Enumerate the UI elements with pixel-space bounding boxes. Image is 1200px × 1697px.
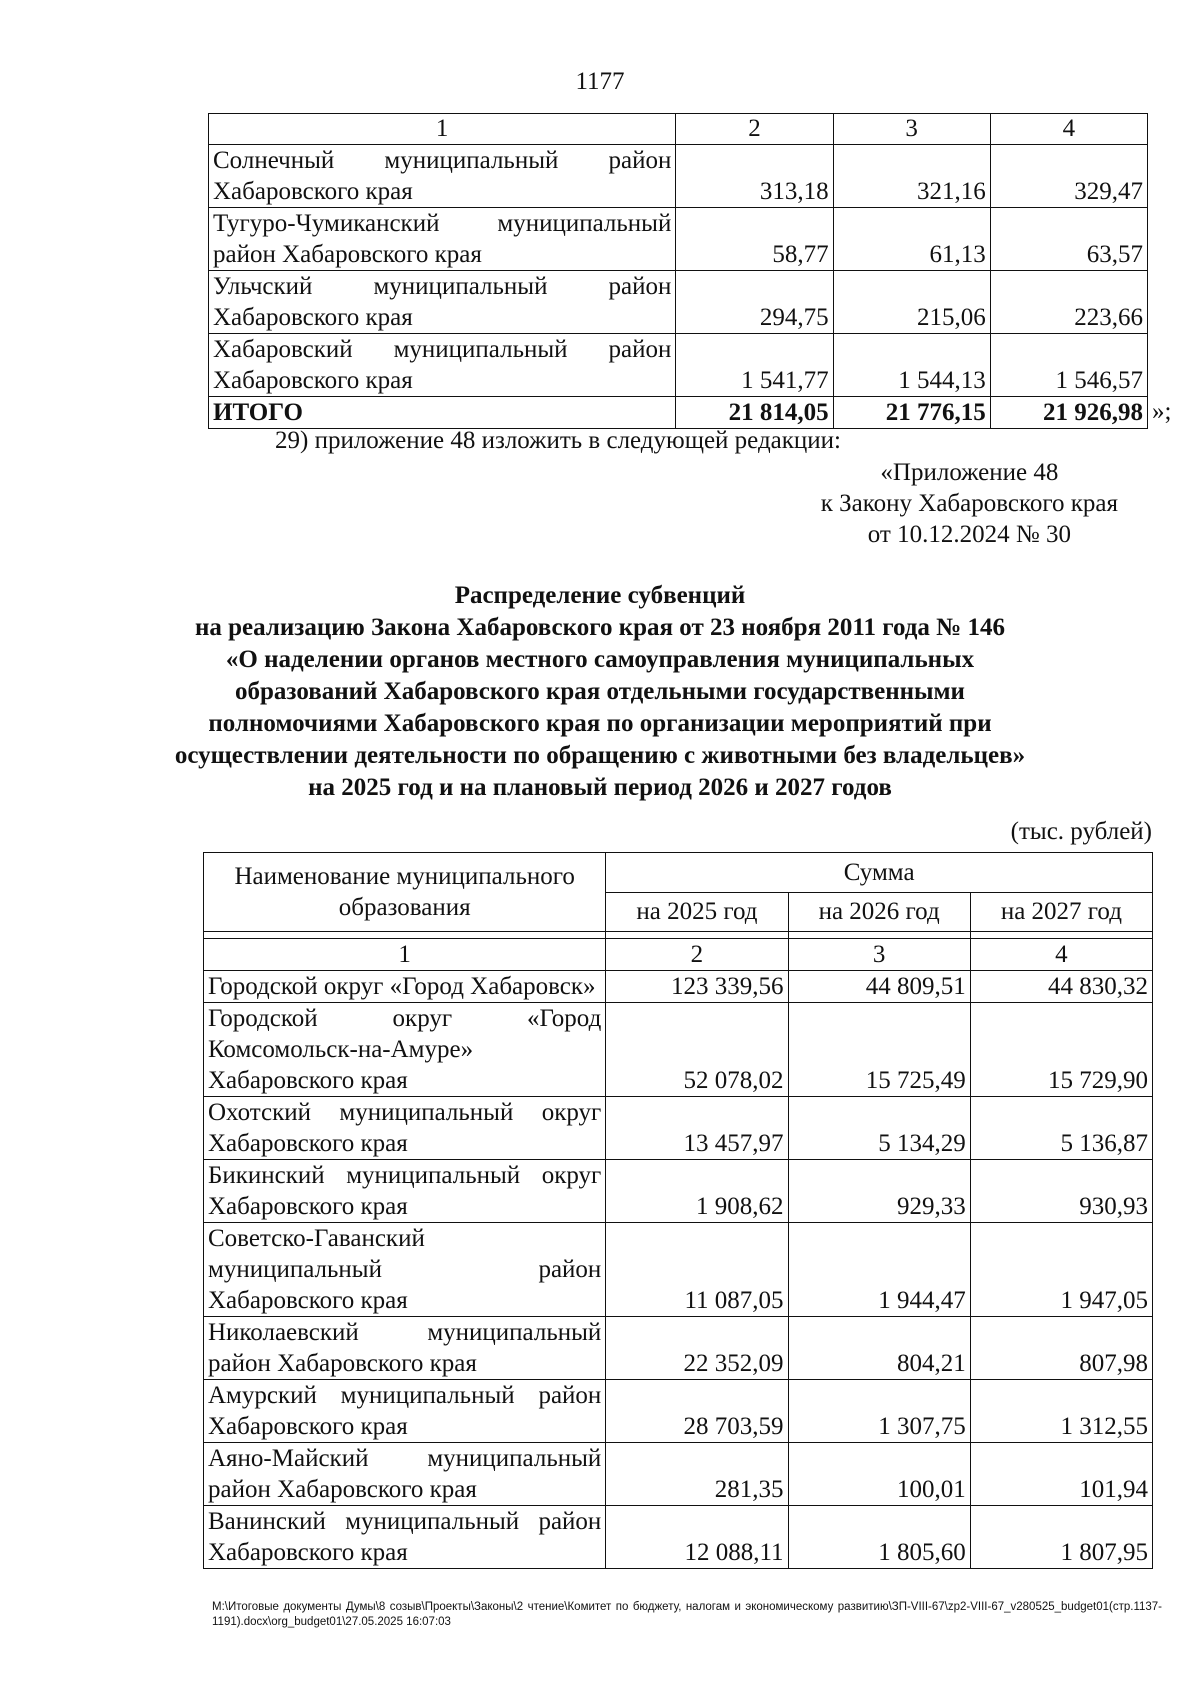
- title-line: на реализацию Закона Хабаровского края от 23 ноября 2011 года № 146: [194, 614, 1006, 641]
- units-label: (тыс. рублей): [1010, 818, 1152, 845]
- amount-2025: 123 339,56: [606, 971, 788, 1003]
- table-row: [204, 971, 1153, 1003]
- total-label: ИТОГО: [209, 397, 676, 429]
- table-row: [204, 1003, 1153, 1097]
- table-row: [209, 208, 1148, 271]
- top-table-header-row: [209, 114, 1148, 145]
- header-sum: Сумма: [606, 853, 1153, 893]
- municipality-name: Ульчский муниципальный район Хабаровского края: [209, 271, 676, 334]
- col-number-4: 4: [990, 114, 1147, 145]
- header-year-2025: на 2025 год: [606, 892, 788, 932]
- municipality-name: Аяно-Майский муниципальный район Хабаровского края: [204, 1443, 606, 1506]
- title-line: «О наделении органов местного самоуправления муниципальных: [225, 646, 975, 673]
- appendix-reference: [821, 457, 1118, 550]
- amount-2027: 63,57: [990, 208, 1147, 271]
- total-2026: 21 776,15: [833, 397, 990, 429]
- municipality-name: Тугуро-Чумиканский муниципальный район Хабаровского края: [209, 208, 676, 271]
- title-line: осуществлении деятельности по обращению с животными без владельцев»: [174, 742, 1026, 769]
- amount-2025: 1 541,77: [676, 334, 833, 397]
- amount-2027: 15 729,90: [970, 1003, 1152, 1097]
- table-row: [204, 1223, 1153, 1317]
- amount-2025: 1 908,62: [606, 1160, 788, 1223]
- table-row: [204, 1443, 1153, 1506]
- table-row: [204, 1160, 1153, 1223]
- municipality-name: Охотский муниципальный округ Хабаровского края: [204, 1097, 606, 1160]
- table-row: [204, 1317, 1153, 1380]
- amount-2025: 58,77: [676, 208, 833, 271]
- table-row: [204, 1097, 1153, 1160]
- header-gap: [204, 932, 1153, 939]
- col-number-2: 2: [676, 114, 833, 145]
- amount-2027: 1 546,57: [990, 334, 1147, 397]
- amendment-instruction: 29) приложение 48 изложить в следующей редакции:: [275, 427, 841, 454]
- table-row: [209, 271, 1148, 334]
- amount-2025: 28 703,59: [606, 1380, 788, 1443]
- municipality-name: Хабаровский муниципальный район Хабаровского края: [209, 334, 676, 397]
- amount-2025: 313,18: [676, 145, 833, 208]
- table-row: [209, 334, 1148, 397]
- closing-quote: »;: [1152, 398, 1172, 425]
- title-line: полномочиями Хабаровского края по организации мероприятий при: [208, 710, 992, 737]
- col-number-1: 1: [209, 114, 676, 145]
- amount-2027: 101,94: [970, 1443, 1152, 1506]
- total-row: [209, 397, 1148, 429]
- amount-2027: 44 830,32: [970, 971, 1152, 1003]
- amount-2027: 1 947,05: [970, 1223, 1152, 1317]
- amount-2026: 100,01: [788, 1443, 970, 1506]
- appendix-line: к Закону Хабаровского края: [820, 490, 1118, 517]
- subvention-table: [203, 852, 1153, 1569]
- title-line: образований Хабаровского края отдельными государственными: [235, 678, 965, 705]
- appendix-line: «Приложение 48: [880, 459, 1059, 486]
- municipality-name: Бикинский муниципальный округ Хабаровского края: [204, 1160, 606, 1223]
- municipality-name: Городской округ «Город Хабаровск»: [204, 971, 606, 1003]
- amount-2027: 930,93: [970, 1160, 1152, 1223]
- title-line: Распределение субвенций: [454, 582, 746, 609]
- table-row: [204, 1506, 1153, 1569]
- amount-2026: 321,16: [833, 145, 990, 208]
- page-number: 1177: [575, 68, 625, 95]
- municipality-name: Николаевский муниципальный район Хабаровского края: [204, 1317, 606, 1380]
- municipality-name: Амурский муниципальный район Хабаровского края: [204, 1380, 606, 1443]
- appendix-line: от 10.12.2024 № 30: [867, 521, 1071, 548]
- amount-2026: 929,33: [788, 1160, 970, 1223]
- document-title: [100, 580, 1100, 804]
- amount-2025: 294,75: [676, 271, 833, 334]
- amount-2025: 13 457,97: [606, 1097, 788, 1160]
- amount-2027: 5 136,87: [970, 1097, 1152, 1160]
- amount-2025: 12 088,11: [606, 1506, 788, 1569]
- col-number-2: 2: [606, 939, 788, 971]
- table-header-row: [204, 853, 1153, 893]
- top-allocation-table: [208, 113, 1148, 429]
- title-line: на 2025 год и на плановый период 2026 и 2027 годов: [308, 774, 892, 801]
- table-row: [204, 1380, 1153, 1443]
- amount-2026: 15 725,49: [788, 1003, 970, 1097]
- municipality-name: Ванинский муниципальный район Хабаровского края: [204, 1506, 606, 1569]
- total-2025: 21 814,05: [676, 397, 833, 429]
- municipality-name: Городской округ «Город Комсомольск-на-Амуре» Хабаровского края: [204, 1003, 606, 1097]
- amount-2027: 1 807,95: [970, 1506, 1152, 1569]
- col-number-3: 3: [788, 939, 970, 971]
- amount-2027: 807,98: [970, 1317, 1152, 1380]
- amount-2026: 804,21: [788, 1317, 970, 1380]
- amount-2025: 11 087,05: [606, 1223, 788, 1317]
- amount-2025: 281,35: [606, 1443, 788, 1506]
- header-year-2026: на 2026 год: [788, 892, 970, 932]
- amount-2027: 329,47: [990, 145, 1147, 208]
- amount-2025: 52 078,02: [606, 1003, 788, 1097]
- municipality-name: Солнечный муниципальный район Хабаровского края: [209, 145, 676, 208]
- amount-2026: 44 809,51: [788, 971, 970, 1003]
- amount-2026: 1 805,60: [788, 1506, 970, 1569]
- amount-2026: 61,13: [833, 208, 990, 271]
- total-2027: 21 926,98: [990, 397, 1147, 429]
- col-number-3: 3: [833, 114, 990, 145]
- amount-2026: 1 544,13: [833, 334, 990, 397]
- column-number-row: [204, 939, 1153, 971]
- amount-2026: 5 134,29: [788, 1097, 970, 1160]
- amount-2027: 223,66: [990, 271, 1147, 334]
- amount-2027: 1 312,55: [970, 1380, 1152, 1443]
- municipality-name: Советско-Гаванский муниципальный район Хабаровского края: [204, 1223, 606, 1317]
- col-number-1: 1: [204, 939, 606, 971]
- amount-2026: 215,06: [833, 271, 990, 334]
- table-row: [209, 145, 1148, 208]
- header-year-2027: на 2027 год: [970, 892, 1152, 932]
- file-path-footer: M:\Итоговые документы Думы\8 созыв\Проекты\Законы\2 чтение\Комитет по бюджету, налогам и экономическому развитию\ЗП-VIII-67\zp2-VIII-67_v280525_budget01(стр.1137-1191).docx\org_budget01\27.05.2025 16:07:03: [212, 1601, 1162, 1628]
- col-number-4: 4: [970, 939, 1152, 971]
- header-municipality-name: Наименование муниципального образования: [204, 853, 606, 932]
- amount-2026: 1 307,75: [788, 1380, 970, 1443]
- amount-2026: 1 944,47: [788, 1223, 970, 1317]
- amount-2025: 22 352,09: [606, 1317, 788, 1380]
